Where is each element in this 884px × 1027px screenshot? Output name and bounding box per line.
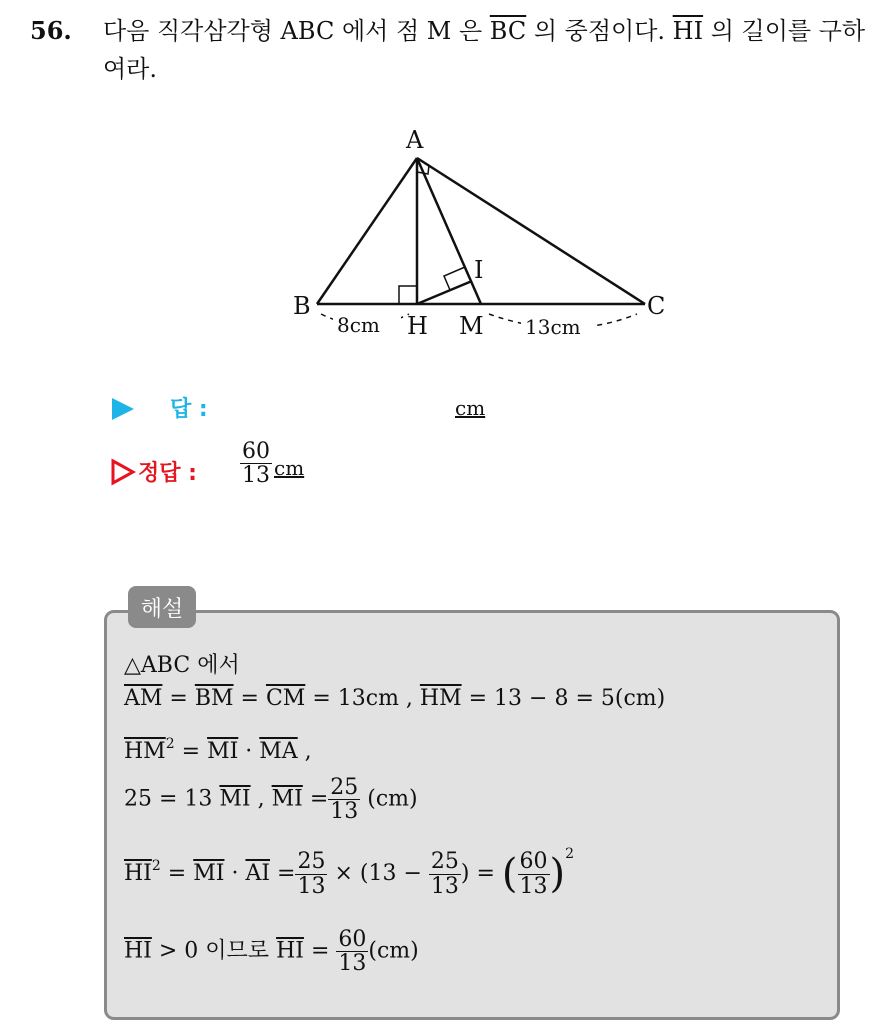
fraction-denominator: 13 (297, 873, 326, 899)
explanation-text: = (270, 861, 296, 886)
label-b: B (293, 292, 311, 320)
explanation-text: , (250, 786, 272, 812)
segment-hm: $\overline{HM}$ (124, 739, 166, 764)
question-text (103, 12, 873, 88)
segment-bc: $\overline{BC}$ (489, 17, 527, 45)
explanation-text: × (13 − (327, 861, 429, 886)
explanation-text: > 0 이므로 (151, 938, 277, 964)
label-c: C (647, 292, 666, 320)
question-text-1: 다음 직각삼각형 ABC 에서 점 M 은 (103, 17, 490, 45)
mc-length-label: 13cm (525, 315, 581, 339)
label-i: I (474, 256, 484, 284)
segment-hi: $\overline{HI}$ (124, 938, 152, 964)
fraction-denominator: 13 (430, 873, 459, 899)
segment-hi: $\overline{HI}$ (672, 17, 704, 45)
explanation-text: = (174, 739, 208, 764)
exponent: 2 (151, 858, 161, 874)
fraction (295, 850, 327, 897)
explanation-text: (cm) (368, 938, 419, 964)
question-text-2: 의 중점이다. (526, 17, 673, 45)
explanation-line-6 (124, 928, 419, 975)
answer-row (110, 392, 530, 428)
segment-mi: $\overline{MI}$ (207, 739, 239, 764)
paren-right: ) (549, 851, 566, 897)
play-arrow-icon (110, 396, 136, 422)
segment-hi: $\overline{HI}$ (276, 938, 304, 964)
explanation-line-5 (124, 846, 574, 898)
fraction-numerator: 60 (519, 849, 548, 875)
question-number: 56. (30, 16, 72, 45)
segment-hm: $\overline{HM}$ (419, 686, 462, 711)
fraction-numerator: 25 (297, 849, 326, 875)
bh-length-label: 8cm (337, 313, 380, 337)
answer-label: 답 : (170, 397, 208, 422)
correct-answer-label: 정답 : (138, 461, 197, 486)
label-a: A (406, 126, 424, 154)
explanation-text: 25 = 13 (124, 786, 220, 812)
explanation-text: = (302, 786, 329, 812)
explanation-tab: 해설 (128, 586, 196, 628)
explanation-line-3 (124, 736, 312, 764)
explanation-text: = (160, 861, 194, 886)
explanation-line-2: $\overline{AM} = \overline{BM} = \overline{CM} = 13cm$ , $\overline{HM} = 13 - 8 = 5(cm)$ (124, 686, 666, 711)
fraction-denominator: 13 (330, 799, 359, 825)
fraction-denominator: 13 (242, 463, 270, 489)
explanation-text: = (303, 938, 337, 964)
explanation-line-1: △ABC 에서 (124, 653, 240, 678)
fraction-denominator: 13 (519, 873, 548, 899)
triangle-figure (285, 118, 695, 348)
explanation-text: = 13 − 8 = 5(cm) (461, 686, 666, 711)
fraction (429, 850, 461, 897)
fraction-denominator: 13 (338, 951, 367, 977)
fraction-numerator: 60 (338, 927, 367, 952)
segment-am: $\overline{AM}$ (124, 686, 163, 711)
segment-cm: $\overline{CM}$ (265, 686, 306, 711)
correct-answer-fraction (240, 440, 272, 487)
exponent: 2 (165, 736, 175, 752)
fraction-numerator: 25 (330, 775, 359, 800)
fraction-numerator: 60 (242, 439, 270, 464)
right-angle-h (399, 286, 417, 304)
explanation-text: ) = (460, 861, 502, 886)
correct-answer-unit: cm (274, 456, 305, 480)
paren-left: ( (501, 851, 518, 897)
label-h: H (407, 312, 428, 340)
fraction-numerator: 25 (430, 849, 459, 875)
fraction (336, 928, 368, 975)
segment-ai: $\overline{AI}$ (245, 861, 271, 886)
fraction (518, 850, 550, 897)
segment-bm: $\overline{BM}$ (194, 686, 234, 711)
exponent: 2 (565, 846, 575, 862)
fraction (328, 776, 360, 823)
label-m: M (459, 312, 484, 340)
explanation-text: · (238, 739, 260, 764)
explanation-text: , (297, 739, 312, 764)
answer-unit: cm (455, 396, 486, 420)
segment-mi: $\overline{MI}$ (219, 786, 251, 812)
side-ab (317, 158, 417, 304)
segment-ma: $\overline{MA}$ (259, 739, 298, 764)
perpendicular-hi (417, 281, 472, 304)
segment-hi: $\overline{HI}$ (124, 861, 152, 886)
explanation-text: · (224, 861, 246, 886)
explanation-text: = 13cm , (305, 686, 420, 711)
segment-mi: $\overline{MI}$ (193, 861, 225, 886)
question-text-3: 의 길이를 구하여라. (103, 17, 866, 83)
play-outline-icon (110, 458, 136, 486)
segment-mi: $\overline{MI}$ (271, 786, 303, 812)
explanation-text: (cm) (360, 786, 418, 812)
correct-answer-row (110, 440, 410, 510)
side-ac (417, 158, 645, 304)
explanation-line-4 (124, 776, 418, 823)
